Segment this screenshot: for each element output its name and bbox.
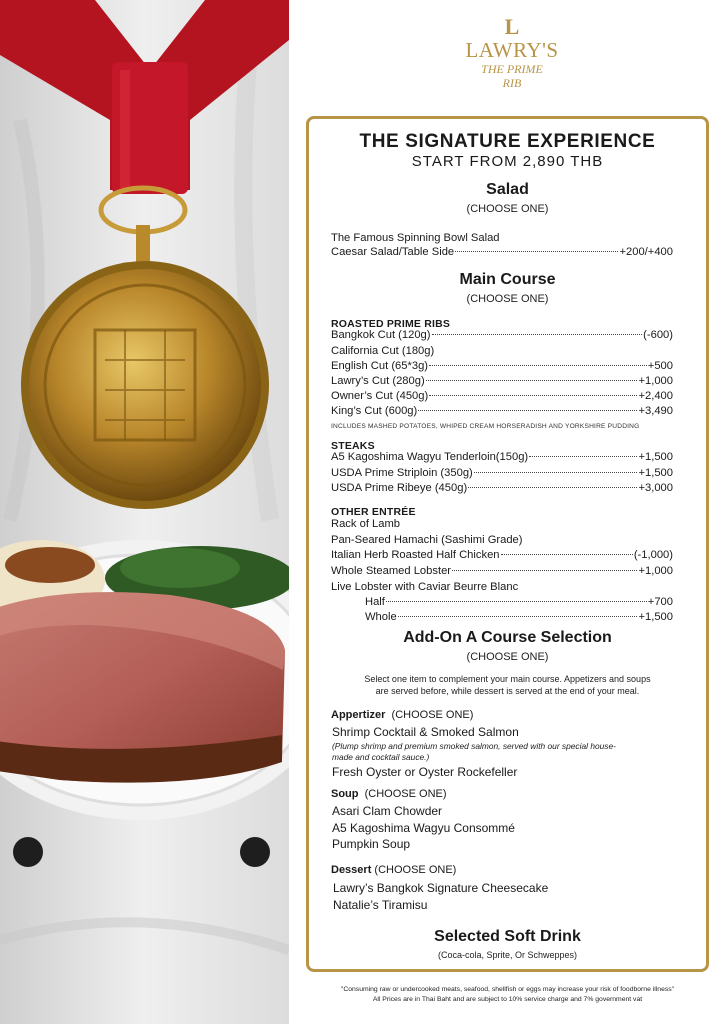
- menu-item: [331, 565, 673, 577]
- item-price: (-600): [643, 329, 673, 341]
- menu-item: [331, 482, 673, 494]
- item-price: (-1,000): [633, 549, 673, 561]
- lawrys-logo: [456, 16, 568, 102]
- dot-leader: [429, 365, 647, 366]
- item-name: Whole Steamed Lobster: [331, 565, 452, 577]
- soup-heading: [331, 788, 447, 800]
- soft-drink-options: (Coca-cola, Sprite, Or Schweppes): [437, 950, 578, 960]
- menu-item: [331, 375, 673, 387]
- addon-description-line-1: Select one item to complement your main course. Appetizers and soups: [364, 674, 651, 684]
- logo-name: LAWRY'S: [465, 38, 559, 62]
- appetizer-item-description-2: made and cocktail sauce.): [332, 752, 430, 762]
- dot-leader: [418, 410, 637, 411]
- addon-heading: Add-On A Course Selection: [403, 629, 612, 646]
- dessert-item: Lawry’s Bangkok Signature Cheesecake: [333, 881, 549, 895]
- item-name: Lawry’s Cut (280g): [331, 375, 425, 387]
- soup-item: Asari Clam Chowder: [332, 804, 443, 818]
- main-course-heading: Main Course: [459, 271, 556, 288]
- item-price: +1,500: [638, 467, 673, 479]
- roasted-prime-ribs-heading: ROASTED PRIME RIBS: [331, 318, 451, 330]
- dessert-label: Dessert: [331, 864, 372, 876]
- item-name: Bangkok Cut (120g): [331, 329, 431, 341]
- soup-item: Pumpkin Soup: [332, 837, 411, 851]
- item-price: +200/+400: [619, 246, 673, 258]
- item-name: Caesar Salad/Table Side: [331, 246, 455, 258]
- item-name: USDA Prime Striploin (350g): [331, 467, 473, 479]
- salad-choose-note: (CHOOSE ONE): [466, 203, 549, 215]
- item-price: +1,500: [638, 451, 673, 463]
- chef-medal-prime-rib-image: [0, 0, 289, 1024]
- dessert-choose-note: (CHOOSE ONE): [374, 864, 457, 876]
- item-price: +1,000: [638, 565, 673, 577]
- soup-choose-note: (CHOOSE ONE): [364, 788, 447, 800]
- salad-item: [331, 246, 673, 258]
- item-name: A5 Kagoshima Wagyu Tenderloin(150g): [331, 451, 529, 463]
- dot-leader: [455, 251, 618, 252]
- footer-disclaimer: "Consuming raw or undercooked meats, seafood, shellfish or eggs may increase your risk of foodborne illness": [340, 986, 675, 993]
- dot-leader: [501, 554, 633, 555]
- item-price: +1,500: [638, 611, 673, 623]
- logo-tagline-1: THE PRIME: [481, 62, 543, 76]
- hero-photo: [0, 0, 289, 1024]
- logo-mark: L: [504, 14, 520, 39]
- dot-leader: [386, 601, 647, 602]
- menu-item: [331, 467, 673, 479]
- dot-leader: [432, 334, 643, 335]
- addon-description-line-2: are served before, while dessert is served at the end of your meal.: [375, 686, 640, 696]
- menu-item: California Cut (180g): [331, 345, 435, 357]
- soup-label: Soup: [331, 788, 359, 800]
- item-price: +3,000: [638, 482, 673, 494]
- dot-leader: [474, 472, 638, 473]
- item-price: +500: [647, 360, 673, 372]
- item-name: English Cut (65*3g): [331, 360, 429, 372]
- menu-item: Live Lobster with Caviar Beurre Blanc: [331, 581, 519, 593]
- item-name: Owner’s Cut (450g): [331, 390, 429, 402]
- dot-leader: [529, 456, 637, 457]
- logo-tagline-2: RIB: [502, 76, 522, 90]
- roasted-includes-note: INCLUDES MASHED POTATOES, WHIPED CREAM HORSERADISH AND YORKSHIRE PUDDING: [331, 423, 640, 430]
- item-name: Half: [365, 596, 385, 608]
- dot-leader: [468, 487, 637, 488]
- salad-heading: Salad: [486, 181, 529, 198]
- addon-choose-note: (CHOOSE ONE): [466, 651, 549, 663]
- menu-item: Rack of Lamb: [331, 518, 401, 530]
- item-price: +1,000: [638, 375, 673, 387]
- menu-item: Pan-Seared Hamachi (Sashimi Grade): [331, 534, 523, 546]
- menu-item: [331, 451, 673, 463]
- appetizer-item: Shrimp Cocktail & Smoked Salmon: [332, 725, 519, 739]
- menu-item: [331, 329, 673, 341]
- menu-item: [331, 549, 673, 561]
- menu-item: [331, 360, 673, 372]
- item-name: Italian Herb Roasted Half Chicken: [331, 549, 500, 561]
- main-course-choose-note: (CHOOSE ONE): [466, 293, 549, 305]
- footer-price-note: All Prices are in Thai Baht and are subject to 10% service charge and 7% government vat: [372, 996, 643, 1003]
- dot-leader: [398, 616, 638, 617]
- appetizer-heading: [331, 709, 473, 721]
- dot-leader: [426, 380, 638, 381]
- item-price: +700: [647, 596, 673, 608]
- item-name: USDA Prime Ribeye (450g): [331, 482, 468, 494]
- item-name: Whole: [365, 611, 397, 623]
- appetizer-item-description-1: (Plump shrimp and premium smoked salmon, served with our special house-: [332, 741, 616, 751]
- soup-item: A5 Kagoshima Wagyu Consommé: [332, 821, 515, 835]
- dot-leader: [452, 570, 637, 571]
- other-entree-heading: OTHER ENTRÉE: [331, 506, 416, 518]
- menu-item: [331, 405, 673, 417]
- item-price: +2,400: [638, 390, 673, 402]
- dessert-item: Natalie’s Tiramisu: [333, 898, 428, 912]
- menu-item: [331, 390, 673, 402]
- menu-price-line: START FROM 2,890 THB: [411, 153, 604, 170]
- menu-title: THE SIGNATURE EXPERIENCE: [359, 131, 656, 152]
- appetizer-label: Appertizer: [331, 709, 386, 721]
- steaks-heading: STEAKS: [331, 440, 375, 452]
- menu-sub-item: [365, 611, 673, 623]
- salad-item: The Famous Spinning Bowl Salad: [331, 232, 500, 244]
- appetizer-item: Fresh Oyster or Oyster Rockefeller: [332, 765, 518, 779]
- soft-drink-heading: Selected Soft Drink: [434, 928, 581, 945]
- dessert-heading: [331, 864, 456, 876]
- item-price: +3,490: [638, 405, 673, 417]
- dot-leader: [429, 395, 637, 396]
- appetizer-choose-note: (CHOOSE ONE): [391, 709, 474, 721]
- menu-sub-item: [365, 596, 673, 608]
- item-name: King’s Cut (600g): [331, 405, 418, 417]
